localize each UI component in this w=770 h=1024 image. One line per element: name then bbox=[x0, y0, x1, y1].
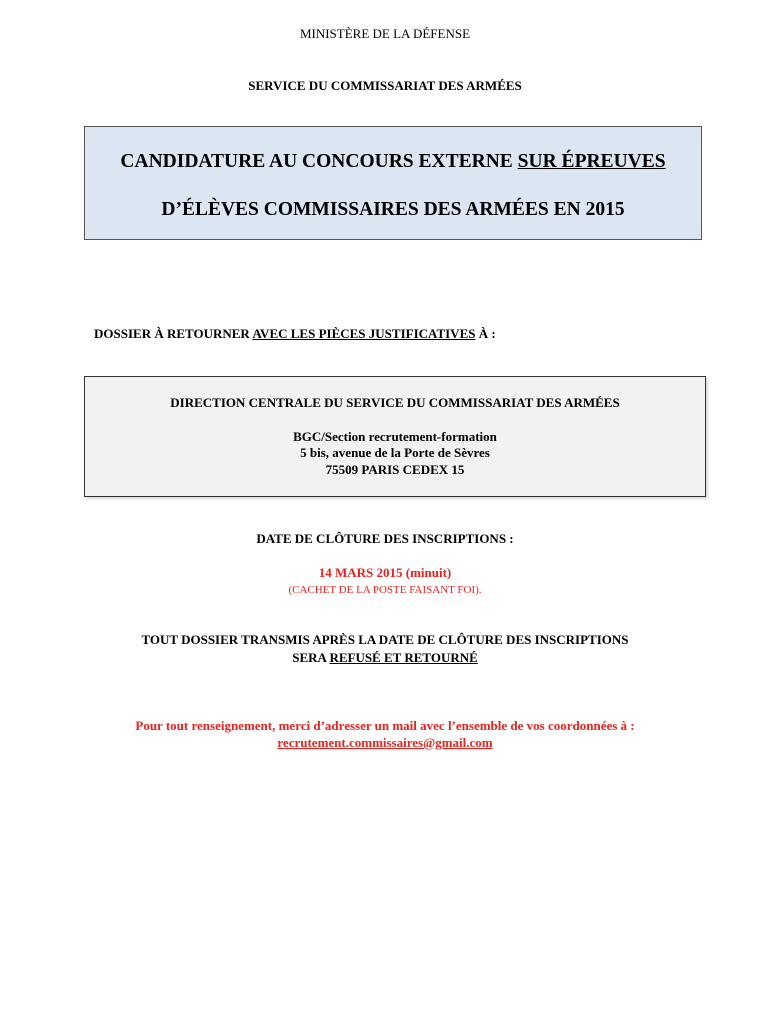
deadline-date: 14 MARS 2015 (minuit) bbox=[318, 565, 452, 580]
warning-line-2-prefix: SERA bbox=[292, 650, 330, 665]
title-line-1-underlined: SUR ÉPREUVES bbox=[517, 151, 666, 172]
warning-line-1: TOUT DOSSIER TRANSMIS APRÈS LA DATE DE CLÔTURE DES INSCRIPTIONS bbox=[141, 632, 629, 647]
contact-text: Pour tout renseignement, merci d’adresser un mail avec l’ensemble de vos coordonnées à : bbox=[135, 718, 635, 733]
address-city: 75509 PARIS CEDEX 15 bbox=[325, 462, 465, 477]
address-street: 5 bis, avenue de la Porte de Sèvres bbox=[300, 445, 490, 460]
title-box bbox=[84, 126, 702, 240]
address-section: BGC/Section recrutement-formation bbox=[293, 429, 497, 444]
deadline-label: DATE DE CLÔTURE DES INSCRIPTIONS : bbox=[256, 531, 514, 546]
title-line-2: D’ÉLÈVES COMMISSAIRES DES ARMÉES EN 2015 bbox=[161, 199, 625, 220]
address-org: DIRECTION CENTRALE DU SERVICE DU COMMISSARIAT DES ARMÉES bbox=[170, 395, 620, 410]
contact-email-link[interactable]: recrutement.commissaires@gmail.com bbox=[277, 735, 493, 750]
address-box bbox=[84, 376, 706, 497]
ministry-heading: MINISTÈRE DE LA DÉFENSE bbox=[299, 26, 471, 41]
warning-line-2 bbox=[0, 650, 770, 666]
dossier-suffix: À : bbox=[475, 326, 496, 341]
dossier-instruction bbox=[94, 326, 496, 342]
deadline-note: (CACHET DE LA POSTE FAISANT FOI). bbox=[288, 584, 482, 596]
warning-line-2-underlined: REFUSÉ ET RETOURNÉ bbox=[329, 650, 478, 665]
title-line-1-prefix: CANDIDATURE AU CONCOURS EXTERNE bbox=[120, 151, 518, 172]
service-heading: SERVICE DU COMMISSARIAT DES ARMÉES bbox=[248, 78, 522, 93]
dossier-prefix: DOSSIER À RETOURNER bbox=[94, 326, 253, 341]
dossier-underlined: AVEC LES PIÈCES JUSTIFICATIVES bbox=[252, 326, 476, 341]
title-line-1 bbox=[85, 151, 701, 173]
